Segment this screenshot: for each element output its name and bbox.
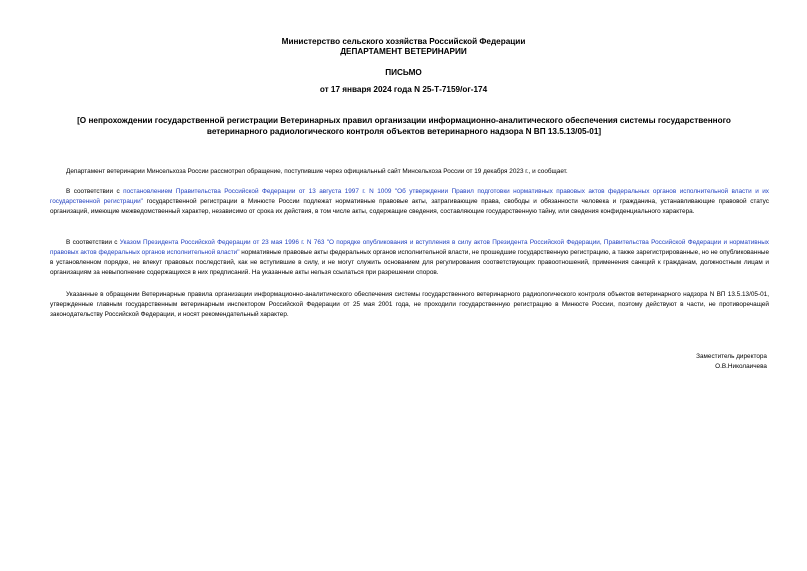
paragraph-2 — [50, 187, 769, 217]
document-type: ПИСЬМО — [385, 68, 422, 77]
paragraph-1: Департамент ветеринарии Минсельхоза России рассмотрел обращение, поступившие через официальный сайт Минсельхоза России от 19 декабря 2023 г., и сообщает. — [66, 168, 568, 175]
paragraph-4: Указанные в обращении Ветеринарные правила организации информационно-аналитического обеспечения системы государственного ветеринарного радиологического контроля объектов ветеринарного надзора N ВП 13.5.13/05-01, утвержденные главным государственным ветеринарным инспектором Российской Федерации от 25 мая 2001 года, не проходили государственную регистрацию в Минюсте России, поэтому действуют в части, не противоречащей законодательству Российской Федерации, и носят рекомендательный характер. — [50, 291, 769, 318]
department-name: ДЕПАРТАМЕНТ ВЕТЕРИНАРИИ — [340, 47, 467, 56]
document-title: [О непрохождении государственной регистрации Ветеринарных правил организации информационно-аналитического обеспечения системы государственного ветеринарного радиологического контроля объектов ветеринарного надзора N ВП 13.5.13/05-01] — [77, 116, 731, 136]
signature-position: Заместитель директора — [696, 353, 767, 360]
document-date: от 17 января 2024 года N 25-Т-7159/ог-174 — [319, 85, 488, 94]
ministry-name: Министерство сельского хозяйства Российской Федерации — [281, 37, 526, 46]
paragraph-3 — [50, 238, 769, 278]
government-decree-link[interactable]: постановлением Правительства Российской Федерации от 13 августа 1997 г. N 1009 "Об утверждении Правил подготовки нормативных правовых актов федеральных органов исполнительной власти и их государственной регистрации" — [50, 188, 769, 205]
signature-name: О.В.Николаичева — [715, 363, 767, 370]
presidential-decree-link[interactable]: Указом Президента Российской Федерации от 23 мая 1996 г. N 763 "О порядке опубликования и вступления в силу актов Президента Российской Федерации, Правительства Российской Федерации и нормативных правовых актов федеральных органов исполнительной власти" — [50, 239, 770, 256]
paragraph-2-intro: В соответствии с — [66, 188, 124, 195]
paragraph-3-intro: В соответствии с — [66, 239, 120, 246]
paragraph-2-body: государственной регистрации в Минюсте России подлежат нормативные правовые акты, затрагивающие права, свободы и обязанности человека и гражданина, устанавливающие правовой статус организаций, имеющие межведомственный характер, независимо от срока их действия, в том числе акты, содержащие сведения, составляющие государственную тайну, или сведения конфиденциального характера. — [50, 198, 769, 215]
paragraph-3-body: нормативные правовые акты федеральных органов исполнительной власти, не прошедшие государственную регистрацию, а также зарегистрированные, но не опубликованные в установленном порядке, не влекут правовых последствий, как не вступившие в силу, и не могут служить основанием для регулирования соответствующих правоотношений, применения санкций к гражданам, должностным лицам и организациям за невыполнение содержащихся в них предписаний. На указанные акты нельзя ссылаться при разрешении споров. — [50, 249, 769, 276]
